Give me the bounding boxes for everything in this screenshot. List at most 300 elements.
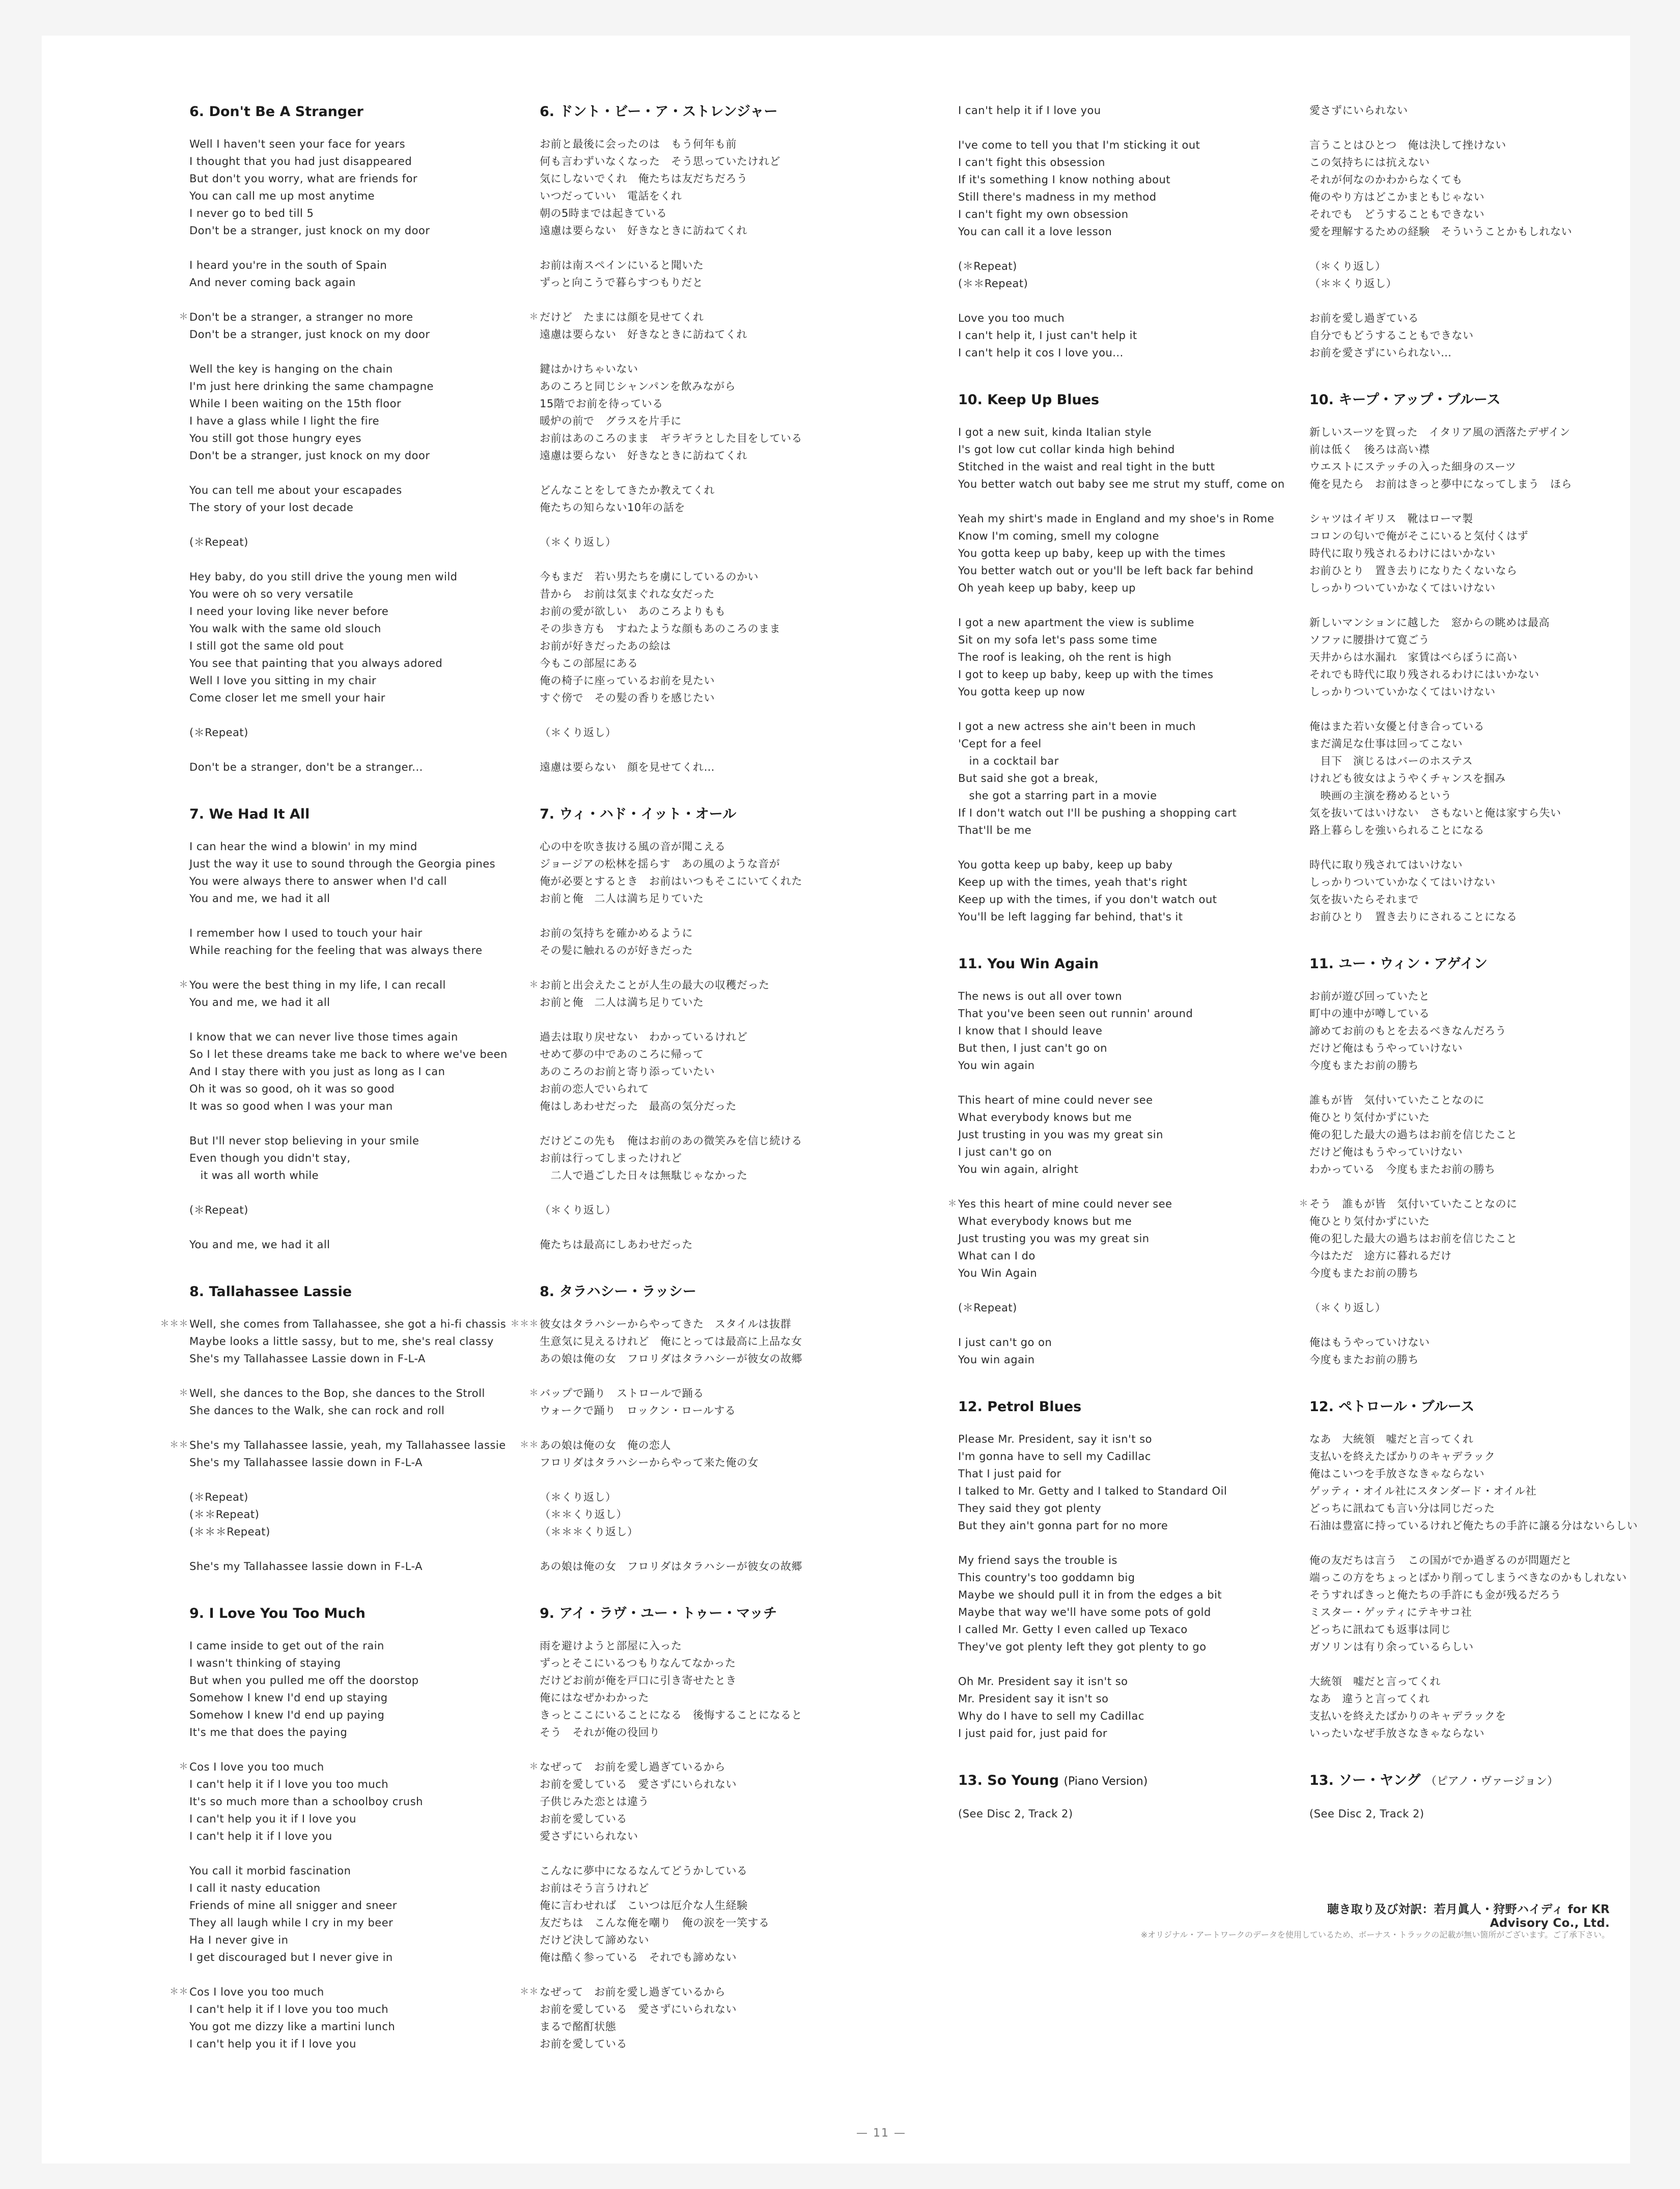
lyric-text: 今もこの部屋にある: [540, 657, 638, 669]
lyric-line: [540, 585, 845, 603]
lyric-line: [189, 1350, 505, 1367]
song-title: [540, 804, 845, 825]
lyric-text: 15階でお前を待っている: [540, 398, 663, 410]
lyric-line: [1309, 666, 1635, 683]
lyric-line: [540, 838, 845, 855]
lyric-line: [1309, 258, 1635, 275]
lyric-text: Cos I love you too much: [189, 1761, 324, 1773]
lyric-text: I called Mr. Getty I even called up Texaco: [958, 1623, 1188, 1636]
song-block: [529, 102, 845, 776]
lyric-text: Don't be a stranger, just knock on my door: [189, 328, 430, 341]
lyric-text: You got me dizzy like a martini lunch: [189, 2020, 396, 2033]
lyric-line: [540, 257, 845, 274]
lyric-line: [1309, 1552, 1635, 1569]
stanza: [1309, 258, 1635, 292]
lyric-text: This heart of mine could never see: [958, 1094, 1153, 1106]
lyric-text: And I stay there with you just as long as I can: [189, 1065, 445, 1078]
stanza: [958, 1552, 1279, 1655]
lyric-text: And never coming back again: [189, 276, 356, 289]
stanza: [529, 1758, 845, 1845]
lyric-text: なぜって お前を愛し過ぎているから: [540, 1761, 726, 1773]
repeat-marker: ＊: [529, 1761, 539, 1772]
lyric-text: Oh yeah keep up baby, keep up: [958, 582, 1136, 594]
lyric-text: You can call me up most anytime: [189, 190, 375, 202]
lyric-line: [1309, 1143, 1635, 1161]
lyric-text: （＊＊＊くり返し）: [540, 1526, 638, 1538]
song-block: [958, 102, 1279, 361]
lyric-line: [189, 1897, 505, 1914]
lyric-line: [958, 874, 1279, 891]
song-title-text: 6. Don't Be A Stranger: [189, 104, 363, 120]
lyric-line: [1309, 1621, 1635, 1638]
lyric-line: [1309, 1569, 1635, 1586]
lyric-text: この気持ちには抗えない: [1309, 156, 1430, 169]
stanza: [1309, 1430, 1638, 1534]
lyric-text: 今はただ 途方に暮れるだけ: [1309, 1250, 1452, 1262]
lyric-line: [958, 188, 1279, 206]
stanza: [1309, 1805, 1635, 1822]
lyric-line: [540, 1879, 845, 1897]
lyric-text: 雨を避けようと部屋に入った: [540, 1640, 682, 1652]
lyric-text: But said she got a break,: [958, 772, 1099, 784]
lyric-text: 愛さずにいられない: [540, 1830, 638, 1842]
lyric-text: My friend says the trouble is: [958, 1554, 1117, 1566]
lyric-text: 時代に取り残されるわけにはいかない: [1309, 547, 1496, 559]
lyric-text: She's my Tallahassee lassie down in F-L-A: [189, 1560, 423, 1573]
lyric-text: 前は低く 後ろは高い襟: [1309, 443, 1430, 456]
lyric-line: [520, 1437, 845, 1454]
lyric-line: [189, 1637, 505, 1654]
stanza: [958, 510, 1279, 597]
lyric-text: フロリダはタラハシーからやって来た俺の女: [540, 1456, 759, 1469]
lyric-text: But then, I just can't go on: [958, 1042, 1108, 1054]
lyric-text: ずっとそこにいるつもりなんてなかった: [540, 1657, 736, 1669]
lyric-text: Just trusting in you was my great sin: [958, 1129, 1163, 1141]
lyric-line: [958, 752, 1279, 770]
lyric-text: You were the best thing in my life, I can recall: [189, 979, 446, 991]
lyric-text: Cos I love you too much: [189, 1986, 324, 1998]
lyric-line: [1309, 327, 1635, 344]
lyric-line: [189, 1689, 505, 1706]
lyric-line: [189, 187, 505, 205]
lyric-line: [189, 1046, 508, 1063]
lyric-line: [1309, 1707, 1635, 1725]
song-block: [179, 804, 508, 1253]
lyric-line: [189, 1793, 505, 1810]
song-block: [510, 1282, 845, 1575]
lyric-text: (＊Repeat): [189, 1491, 248, 1503]
lyric-text: (See Disc 2, Track 2): [958, 1808, 1073, 1820]
lyric-line: [540, 1706, 845, 1724]
lyric-line: [958, 1707, 1279, 1725]
lyric-text: I can't help it if I love you too much: [189, 2003, 389, 2015]
lyric-line: [958, 441, 1279, 458]
lyric-line: [1309, 1247, 1635, 1265]
lyric-line: [189, 1402, 505, 1419]
lyric-line: [540, 994, 845, 1011]
lyric-line: [529, 308, 845, 326]
lyric-line: [540, 395, 845, 412]
stanza: [540, 1489, 845, 1540]
repeat-marker: ＊＊: [170, 1440, 188, 1450]
lyric-text: Even though you didn't stay,: [189, 1152, 351, 1164]
lyric-line: [958, 1725, 1279, 1742]
lyric-text: お前は南スペインにいると聞いた: [540, 259, 704, 271]
lyric-text: どっちに訊ねても言い分は同じだった: [1309, 1502, 1495, 1514]
lyric-line: [540, 1028, 845, 1046]
lyric-text: 俺に言わせれば こいつは厄介な人生経験: [540, 1899, 748, 1912]
song-block: [160, 1282, 507, 1575]
lyric-text: どっちに訊ねても返事は同じ: [1309, 1623, 1451, 1636]
lyric-line: [1309, 1040, 1635, 1057]
song-block: [529, 804, 845, 1253]
stanza: [1309, 1673, 1635, 1742]
lyric-line: [189, 1063, 505, 1080]
lyric-line: [958, 1673, 1279, 1690]
lyric-text: What everybody knows but me: [958, 1111, 1132, 1124]
lyric-line: [189, 1931, 505, 1949]
song-title: [1309, 1397, 1635, 1417]
lyric-text: Well, she comes from Tallahassee, she got a hi-fi chassis: [189, 1318, 507, 1330]
lyric-text: I came inside to get out of the rain: [189, 1640, 384, 1652]
lyric-text: Stitched in the waist and real tight in the butt: [958, 461, 1215, 473]
stanza: [520, 1983, 845, 2053]
lyric-line: [189, 759, 505, 776]
lyric-text: 支払いを終えたばかりのキャデラックを: [1309, 1710, 1506, 1722]
lyric-line: [189, 689, 505, 707]
stanza: [958, 1334, 1279, 1368]
lyric-line: [1309, 1213, 1635, 1230]
song-block: [958, 390, 1285, 925]
lyric-text: お前の恋人でいられて: [540, 1083, 649, 1095]
lyric-text: That'll be me: [958, 824, 1032, 836]
stanza: [540, 1558, 845, 1575]
lyric-line: [540, 1810, 845, 1828]
lyric-text: （＊くり返し）: [540, 1491, 617, 1503]
lyric-line: [1309, 1005, 1635, 1022]
lyric-text: お前が好きだったあの絵は: [540, 640, 671, 652]
stanza: [189, 759, 505, 776]
repeat-marker: ＊＊＊: [510, 1318, 539, 1329]
lyric-text: If it's something I know nothing about: [958, 174, 1171, 186]
song-title: [1309, 1771, 1635, 1792]
lyric-text: どんなことをしてきたか教えてくれ: [540, 484, 715, 496]
stanza: [529, 1385, 845, 1419]
lyric-line: [958, 1247, 1279, 1265]
lyric-text: シャツはイギリス 靴はローマ製: [1309, 513, 1473, 525]
lyric-line: [540, 2018, 845, 2035]
lyric-line: [540, 1489, 845, 1506]
lyric-line: [540, 1402, 845, 1419]
lyric-line: [540, 1558, 845, 1575]
lyric-text: 諦めてお前のもとを去るべきなんだろう: [1309, 1025, 1506, 1037]
lyric-line: [189, 994, 505, 1011]
lyric-text: You gotta keep up baby, keep up with the times: [958, 547, 1226, 559]
translation-credit: 聴き取り及び対訳：若月眞人・狩野ハイディ for KR Advisory Co., Ltd.: [1327, 1903, 1610, 1930]
lyric-line: [958, 1569, 1279, 1586]
lyric-line: [189, 326, 505, 343]
lyric-line: [540, 1236, 845, 1253]
lyric-text: I call it nasty education: [189, 1882, 321, 1894]
lyric-text: だけど俺はもうやっていけない: [1309, 1146, 1463, 1158]
lyric-text: in a cocktail bar: [958, 755, 1059, 767]
stanza: [1309, 1299, 1635, 1316]
lyric-text: 朝の5時までは起きている: [540, 207, 667, 219]
lyric-line: [189, 1654, 505, 1672]
lyric-text: I's got low cut collar kinda high behind: [958, 443, 1175, 456]
lyric-text: I'm gonna have to sell my Cadillac: [958, 1450, 1151, 1463]
song-block: [170, 1604, 505, 2053]
stanza: [1309, 102, 1635, 119]
lyric-line: [958, 735, 1279, 752]
lyric-line: [540, 1523, 845, 1540]
lyric-text: 新しいスーツを買った イタリア風の洒落たデザイン: [1309, 426, 1571, 438]
song-block: [520, 1604, 845, 2053]
stanza: [189, 1132, 505, 1184]
lyric-line: [958, 1500, 1279, 1517]
lyric-line: [1309, 1022, 1635, 1040]
lyric-text: Still there's madness in my method: [958, 191, 1157, 203]
song-title-text: 8. タラハシー・ラッシー: [540, 1284, 696, 1300]
lyric-line: [189, 637, 505, 655]
lyric-line: [958, 458, 1279, 475]
stanza: [189, 482, 505, 516]
lyric-text: Ha I never give in: [189, 1934, 289, 1946]
lyric-text: I can hear the wind a blowin' in my mind: [189, 840, 417, 853]
lyric-text: Sit on my sofa let's pass some time: [958, 634, 1158, 646]
lyric-text: But they ain't gonna part for no more: [958, 1520, 1168, 1532]
lyric-text: I have a glass while I light the fire: [189, 415, 379, 427]
lyric-line: [189, 378, 505, 395]
lyric-text: Come closer let me smell your hair: [189, 692, 385, 704]
lyric-text: お前ひとり 置き去りになりたくないなら: [1309, 565, 1518, 577]
lyric-text: I got a new actress she ain't been in much: [958, 720, 1196, 733]
lyric-text: そう 誰もが皆 気付いていたことなのに: [1309, 1198, 1518, 1210]
lyric-line: [189, 1098, 505, 1115]
song-block: [1309, 1397, 1638, 1742]
lyric-line: [947, 1195, 1279, 1213]
lyric-text: 目下 演じるはバーのホステス: [1309, 755, 1473, 767]
lyric-line: [958, 1230, 1279, 1247]
lyric-text: I can't fight my own obsession: [958, 208, 1129, 220]
lyric-text: けれども彼女はようやくチャンスを掴み: [1309, 772, 1506, 784]
stanza: [1299, 1195, 1635, 1282]
lyric-text: 天井からは水漏れ 家賃はべらぼうに高い: [1309, 651, 1518, 663]
lyric-text: (＊＊＊Repeat): [189, 1526, 270, 1538]
lyric-line: [529, 976, 845, 994]
stanza: [540, 534, 845, 551]
song-title: [189, 102, 505, 122]
lyric-line: [958, 475, 1285, 493]
lyric-text: That you've been seen out runnin' around: [958, 1007, 1193, 1020]
lyric-text: せめて夢の中であのころに帰って: [540, 1048, 704, 1060]
lyric-line: [540, 1931, 845, 1949]
lyric-line: [189, 1236, 505, 1253]
lyric-text: That I just paid for: [958, 1468, 1061, 1480]
lyric-line: [189, 170, 505, 187]
lyric-text: (See Disc 2, Track 2): [1309, 1808, 1424, 1820]
lyric-line: [189, 1672, 505, 1689]
artwork-note: ※オリジナル・アートワークのデータを使用しているため、ボーナス・トラックの記載が無い箇所がございます。ご了承下さい。: [1140, 1930, 1610, 1940]
lyric-text: いつだっていい 電話をくれ: [540, 190, 682, 202]
stanza: [540, 724, 845, 741]
lyric-line: [958, 1161, 1279, 1178]
lyric-text: それが何なのかわからなくても: [1309, 174, 1463, 186]
lyric-line: [1309, 1673, 1635, 1690]
song-title: [540, 1604, 845, 1624]
lyric-line: [189, 205, 505, 222]
lyric-text: そう それが俺の役回り: [540, 1726, 660, 1738]
lyric-line: [540, 274, 845, 291]
lyric-text: 愛さずにいられない: [1309, 104, 1408, 117]
lyric-line: [1309, 631, 1635, 649]
song-title-text: 6. ドント・ビー・ア・ストレンジャー: [540, 104, 778, 120]
lyric-text: お前を愛している 愛さずにいられない: [540, 1778, 737, 1790]
lyric-line: [1309, 1299, 1635, 1316]
lyric-text: お前を愛し過ぎている: [1309, 312, 1419, 324]
lyric-line: [1309, 102, 1635, 119]
lyric-text: I heard you're in the south of Spain: [189, 259, 387, 271]
stanza: [958, 1805, 1279, 1822]
lyric-text: I know that I should leave: [958, 1025, 1103, 1037]
stanza: [189, 1028, 508, 1115]
lyric-text: (＊＊Repeat): [189, 1508, 260, 1521]
lyric-text: ソファに腰掛けて寛ごう: [1309, 634, 1430, 646]
song-title-text: 9. アイ・ラヴ・ユー・トゥー・マッチ: [540, 1606, 777, 1621]
lyric-text: お前ひとり 置き去りにされることになる: [1309, 911, 1518, 923]
song-title: [1309, 390, 1635, 410]
lyric-line: [1309, 856, 1635, 874]
lyric-line: [958, 908, 1279, 925]
lyric-text: 'Cept for a feel: [958, 738, 1042, 750]
repeat-marker: ＊: [179, 312, 188, 322]
lyric-line: [189, 838, 505, 855]
stanza: [540, 1028, 845, 1115]
lyric-text: 俺はこいつを手放さなきゃならない: [1309, 1468, 1485, 1480]
lyric-text: I get discouraged but I never give in: [189, 1951, 393, 1963]
lyric-line: [540, 1098, 845, 1115]
lyric-line: [958, 1091, 1279, 1109]
lyric-text: 愛を理解するための経験 そういうことかもしれない: [1309, 226, 1572, 238]
lyric-line: [958, 206, 1279, 223]
lyric-line: [170, 1983, 505, 2001]
lyric-line: [1309, 275, 1635, 292]
stanza: [958, 102, 1279, 119]
lyric-text: 言うことはひとつ 俺は決して挫けない: [1309, 139, 1506, 151]
lyric-text: But I'll never stop believing in your smile: [189, 1135, 419, 1147]
lyric-text: I need your loving like never before: [189, 605, 389, 618]
lyric-text: Well I love you sitting in my chair: [189, 675, 377, 687]
lyric-line: [1309, 206, 1635, 223]
lyric-text: What everybody knows but me: [958, 1215, 1132, 1227]
lyric-line: [958, 1040, 1279, 1057]
lyric-line: [958, 631, 1279, 649]
lyric-text: But don't you worry, what are friends for: [189, 173, 418, 185]
lyric-line: [1309, 787, 1635, 804]
lyric-text: だけどお前が俺を戸口に引き寄せたとき: [540, 1674, 737, 1687]
lyric-text: 俺はしあわせだった 最高の気分だった: [540, 1100, 737, 1112]
lyric-line: [958, 171, 1279, 188]
lyric-text: You call it morbid fascination: [189, 1865, 351, 1877]
lyric-text: あの娘は俺の女 フロリダはタラハシーが彼女の故郷: [540, 1560, 802, 1573]
song-title-text: 13. ソー・ヤング: [1309, 1773, 1421, 1788]
lyric-line: [958, 258, 1279, 275]
lyric-text: 遠慮は要らない 顔を見せてくれ…: [540, 761, 715, 773]
lyric-text: They've got plenty left they got plenty to go: [958, 1641, 1207, 1653]
lyric-text: They said they got plenty: [958, 1502, 1102, 1514]
lyric-line: [540, 2001, 845, 2018]
lyric-text: 気を抜いたらそれまで: [1309, 893, 1419, 906]
stanza: [958, 310, 1279, 361]
lyric-line: [958, 770, 1279, 787]
lyric-line: [540, 1672, 845, 1689]
lyric-text: お前を愛している 愛さずにいられない: [540, 2003, 737, 2015]
lyric-text: Friends of mine all snigger and sneer: [189, 1899, 397, 1912]
stanza: [958, 136, 1279, 240]
song-block: [1309, 102, 1635, 361]
lyric-text: お前が遊び回っていたと: [1309, 990, 1430, 1002]
lyric-text: I got to keep up baby, keep up with the times: [958, 668, 1214, 681]
lyric-line: [958, 1552, 1279, 1569]
lyric-text: Yes this heart of mine could never see: [958, 1198, 1172, 1210]
lyric-text: そうすればきっと俺たちの手許にも金が残るだろう: [1309, 1589, 1561, 1601]
lyric-line: [540, 855, 845, 873]
stanza: [958, 1430, 1279, 1534]
lyric-text: 子供じみた恋とは違う: [540, 1795, 649, 1808]
lyric-text: I remember how I used to touch your hair: [189, 927, 423, 939]
song-title: [189, 1604, 505, 1624]
lyric-line: [1309, 458, 1635, 475]
lyric-line: [958, 1465, 1279, 1482]
song-title: [958, 390, 1279, 410]
lyric-line: [1309, 1351, 1635, 1368]
lyric-text: お前はそう言うけれど: [540, 1882, 649, 1894]
booklet-page: [42, 36, 1638, 2164]
lyric-text: あの娘は俺の女 フロリダはタラハシーが彼女の故郷: [540, 1353, 802, 1365]
lyric-text: You still got those hungry eyes: [189, 432, 361, 444]
stanza: [1309, 718, 1635, 839]
song-title-text: 10. Keep Up Blues: [958, 392, 1100, 408]
lyric-line: [1309, 1448, 1635, 1465]
lyric-line: [958, 988, 1279, 1005]
lyric-text: バップで踊り ストロールで踊る: [540, 1387, 704, 1399]
lyric-line: [189, 855, 505, 873]
lyric-text: I wasn't thinking of staying: [189, 1657, 341, 1669]
lyric-text: 新しいマンションに越した 窓からの眺めは最高: [1309, 616, 1550, 629]
lyric-line: [958, 683, 1279, 700]
lyric-text: I'm just here drinking the same champagne: [189, 380, 434, 392]
lyric-text: The story of your lost decade: [189, 501, 354, 514]
lyric-line: [189, 222, 505, 239]
stanza: [1309, 310, 1635, 361]
lyric-text: I just can't go on: [958, 1336, 1052, 1349]
lyric-text: 俺の椅子に座っているお前を見たい: [540, 675, 715, 687]
lyric-line: [540, 724, 845, 741]
lyric-text: その歩き方も すねたような顔もあのころのまま: [540, 623, 780, 635]
lyric-line: [540, 1132, 845, 1149]
lyric-text: The news is out all over town: [958, 990, 1123, 1002]
lyric-text: I thought that you had just disappeared: [189, 155, 412, 167]
lyric-text: すぐ傍で その髪の香りを感じたい: [540, 692, 715, 704]
repeat-marker: ＊: [179, 1388, 188, 1398]
lyric-text: （＊くり返し）: [1309, 260, 1386, 272]
lyric-line: [1309, 1638, 1635, 1655]
lyric-text: Why do I have to sell my Cadillac: [958, 1710, 1144, 1722]
lyric-line: [540, 360, 845, 378]
lyric-line: [540, 1724, 845, 1741]
lyric-line: [189, 873, 505, 890]
lyric-text: Oh it was so good, oh it was so good: [189, 1083, 395, 1095]
